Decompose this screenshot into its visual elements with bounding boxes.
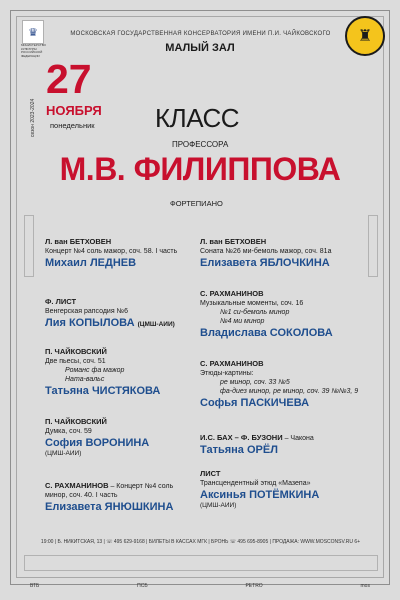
program-item <box>200 469 360 509</box>
work-title: Соната №26 ми-бемоль мажор, соч. 81а <box>200 248 332 255</box>
coat-of-arms-icon: ♛ <box>22 20 44 44</box>
composer-work-line <box>45 481 195 500</box>
performer-name: Лия КОПЫЛОВА <box>45 317 135 329</box>
program-item <box>45 417 205 457</box>
frame-ornament-bottom <box>24 555 378 571</box>
season-label: сезон 2023-2024 <box>30 98 36 137</box>
work-part: фа-диез минор, ре минор, соч. 39 №№3, 9 <box>220 388 359 395</box>
frame-ornament-right <box>368 215 378 277</box>
composer: И.С. БАХ – Ф. БУЗОНИ <box>200 433 283 442</box>
sponsor-logo: РЕТRO <box>245 583 263 589</box>
frame-ornament-left <box>24 215 34 277</box>
date-weekday: понедельник <box>50 121 95 130</box>
program-item <box>200 359 360 410</box>
performer <box>45 316 205 332</box>
sponsor-logo: ВТБ <box>30 583 40 589</box>
work-title: Две пьесы, соч. 51 <box>45 358 106 365</box>
performer: Татьяна ОРЁЛ <box>200 444 278 456</box>
work-part: №1 си-бемоль минор <box>220 309 290 316</box>
work-part: ре минор, соч. 33 №5 <box>220 379 290 386</box>
program-item <box>200 237 360 270</box>
program-item <box>200 289 360 340</box>
composer: П. ЧАЙКОВСКИЙ <box>45 347 107 356</box>
performer: Татьяна ЧИСТЯКОВА <box>45 385 161 397</box>
program-item <box>45 237 205 270</box>
performer: Софья ПАСКИЧЕВА <box>200 397 310 409</box>
work-part: Ната-вальс <box>65 376 105 383</box>
performer: Владислава СОКОЛОВА <box>200 327 333 339</box>
ministry-text: МИНИСТЕРСТВО КУЛЬТУРЫ РОССИЙСКОЙ ФЕДЕРАЦИИ <box>21 43 46 58</box>
performer: Аксинья ПОТЁМКИНА <box>200 489 320 501</box>
composer: Л. ван БЕТХОВЕН <box>200 237 267 246</box>
sponsor-logo: mos <box>360 583 370 589</box>
sponsor-logo: ПСБ <box>137 583 148 589</box>
sponsor-strip <box>30 583 370 589</box>
date-month: НОЯБРЯ <box>46 103 102 118</box>
composer: С. РАХМАНИНОВ <box>45 481 109 490</box>
composer: Ф. ЛИСТ <box>45 297 77 306</box>
performer: Михаил ЛЕДНЕВ <box>45 257 137 269</box>
work-title: – Концерт №4 соль минор, соч. 40. I часть <box>45 483 174 499</box>
work-title: Музыкальные моменты, соч. 16 <box>200 300 304 307</box>
professor-label: ПРОФЕССОРА <box>172 140 229 149</box>
hall-name: МАЛЫЙ ЗАЛ <box>165 42 235 54</box>
program-item <box>200 433 360 457</box>
composer: Л. ван БЕТХОВЕН <box>45 237 112 246</box>
work-title: – Чакона <box>284 435 314 442</box>
performer: Елизавета ЯБЛОЧКИНА <box>200 257 330 269</box>
instrument-label: ФОРТЕПИАНО <box>170 199 223 208</box>
work-title: Думка, соч. 59 <box>45 428 92 435</box>
program-item <box>45 297 205 332</box>
date-day: 27 <box>46 56 92 102</box>
work-title: Этюды-картины: <box>200 370 254 377</box>
program-item <box>45 481 195 514</box>
school-note: (ЦМШ-АИИ) <box>45 450 82 457</box>
composer-work-line <box>200 433 360 443</box>
footer-info: 19:00 | Б. НИКИТСКАЯ, 13 | ☏ 495 629-9168 | БИЛЕТЫ В КАССАХ МГК | БРОНЬ ☏ 495 695-8905 | ПРОДАЖА: WWW.MOSCONSV.RU 6+ <box>40 539 361 545</box>
composer: С. РАХМАНИНОВ <box>200 359 264 368</box>
school-note: (ЦМШ-АИИ) <box>137 321 175 328</box>
work-part: №4 ми минор <box>220 318 265 325</box>
school-note: (ЦМШ-АИИ) <box>200 502 237 509</box>
composer: ЛИСТ <box>200 469 221 478</box>
work-title: Концерт №4 соль мажор, соч. 58. I часть <box>45 248 178 255</box>
class-heading: КЛАСС <box>155 103 240 133</box>
conservatory-name: МОСКОВСКАЯ ГОСУДАРСТВЕННАЯ КОНСЕРВАТОРИЯ ИМЕНИ П.И. ЧАЙКОВСКОГО <box>70 31 331 37</box>
conservatory-emblem-icon: ♜ <box>345 16 385 56</box>
work-part: Романс фа мажор <box>65 367 125 374</box>
work-title: Трансцендентный этюд «Мазепа» <box>200 480 311 487</box>
teacher-name: М.В. ФИЛИППОВА <box>59 151 341 187</box>
program-item <box>45 347 205 398</box>
composer: С. РАХМАНИНОВ <box>200 289 264 298</box>
performer: София ВОРОНИНА <box>45 437 150 449</box>
performer: Елизавета ЯНЮШКИНА <box>45 501 174 513</box>
composer: П. ЧАЙКОВСКИЙ <box>45 417 107 426</box>
work-title: Венгерская рапсодия №6 <box>45 308 128 315</box>
